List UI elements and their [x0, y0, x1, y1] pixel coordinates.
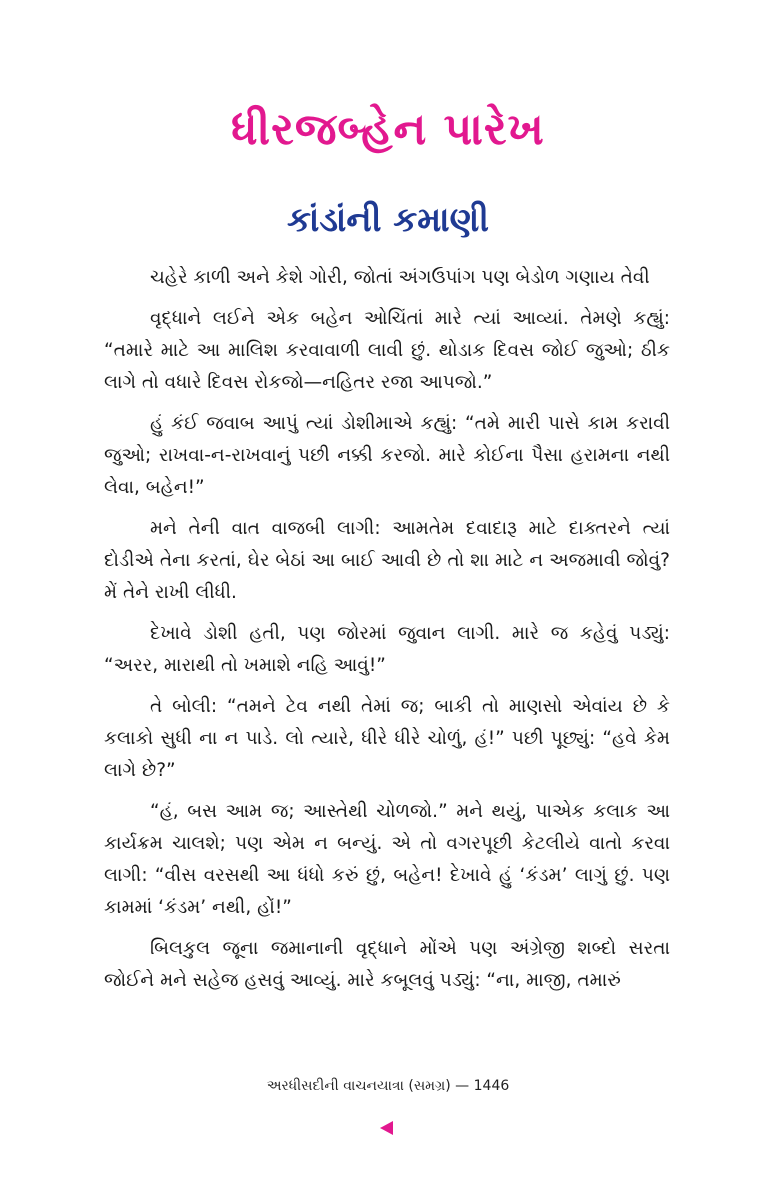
paragraph: “હં, બસ આમ જ; આસ્તેથી ચોળજો.” મને થયું, પાએક કલાક આ કાર્યક્રમ ચાલશે; પણ એમ ન બન્યું. એ તો વગરપૂછી કેટલીયે વાતો કરવા લાગી: “વીસ વરસથી આ ધંધો કરું છું, બહેન! દેખાવે હું ‘કંડમ’ લાગું છું. પણ કામમાં ‘કંડમ’ નથી, હોં!” — [104, 801, 670, 918]
paragraph: મને તેની વાત વાજબી લાગી: આમતેમ દવાદારૂ માટે દાક્તરને ત્યાં દોડીએ તેના કરતાં, ઘેર બેઠાં આ બાઈ આવી છે તો શા માટે ન અજમાવી જોવું? મેં તેને રાખી લીધી. — [104, 518, 670, 603]
story-title: કાંડાંની કમાણી — [287, 200, 489, 240]
previous-page-arrow-icon[interactable] — [380, 1121, 393, 1135]
paragraph: બિલકુલ જૂના જમાનાની વૃદ્ધાને મોંએ પણ અંગ્રેજી શબ્દો સરતા જોઈને મને સહેજ હસવું આવ્યું. મારે કબૂલવું પડ્યું: “ના, માજી, તમારું — [104, 938, 670, 991]
paragraph: તે બોલી: “તમને ટેવ નથી તેમાં જ; બાકી તો માણસો એવાંય છે કે કલાકો સુધી ના ન પાડે. લો ત્યારે, ધીરે ધીરે ચોળું, હં!” પછી પૂછ્યું: “હવે કેમ લાગે છે?” — [104, 696, 670, 781]
paragraph: હું કંઈ જવાબ આપું ત્યાં ડોશીમાએ કહ્યું: “તમે મારી પાસે કામ કરાવી જુઓ; રાખવા-ન-રાખવાનું પછી નક્કી કરજો. મારે કોઈના પૈસા હરામના નથી લેવા, બહેન!” — [104, 413, 670, 498]
story-body — [104, 262, 670, 1006]
author-name: ધીરજબ્હેન પારેખ — [231, 104, 545, 155]
paragraph: દેખાવે ડોશી હતી, પણ જોરમાં જુવાન લાગી. મારે જ કહેવું પડ્યું: “અરર, મારાથી તો ખમાશે નહિ આવું!” — [104, 623, 670, 676]
paragraph: ચહેરે કાળી અને કેશે ગોરી, જોતાં અંગઉપાંગ પણ બેડોળ ગણાય તેવી — [150, 267, 650, 288]
page-footer: અરધીસદીની વાચનયાત્રા (સમગ્ર) — 1446 — [266, 1078, 510, 1094]
paragraph: વૃદ્ધાને લઈને એક બહેન ઓચિંતાં મારે ત્યાં આવ્યાં. તેમણે કહ્યું: “તમારે માટે આ માલિશ કરવાવાળી લાવી છું. થોડાક દિવસ જોઈ જુઓ; ઠીક લાગે તો વધારે દિવસ રોકજો—નહિતર રજા આપજો.” — [104, 308, 670, 393]
